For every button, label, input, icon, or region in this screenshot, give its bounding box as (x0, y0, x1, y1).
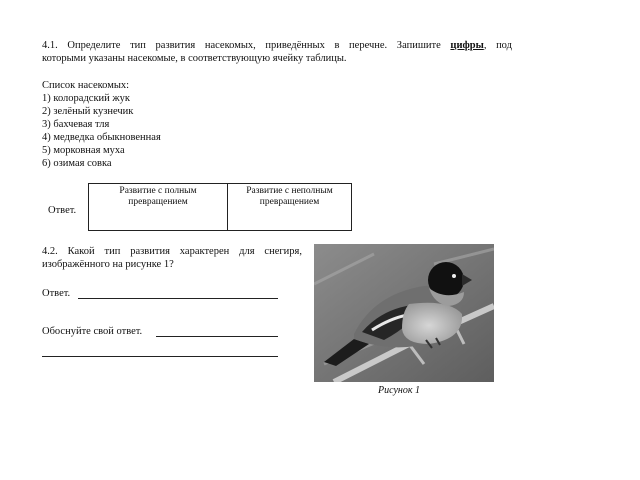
insect-item: 2) зелёный кузнечик (42, 106, 134, 117)
col-complete-metamorphosis[interactable] (89, 184, 228, 231)
insect-list-heading: Список насекомых: (42, 80, 130, 91)
answer-table (88, 183, 352, 231)
bullfinch-photo (314, 244, 494, 382)
q42-justify-line1[interactable] (156, 336, 278, 337)
q42-text-line2: изображённого на рисунке 1? (42, 259, 174, 270)
answer-label: Ответ. (48, 205, 77, 216)
insect-item: 1) колорадский жук (42, 93, 131, 104)
q42-justify-label: Обоснуйте свой ответ. (42, 326, 143, 337)
insect-item: 5) морковная муха (42, 145, 125, 156)
q42-text-line1: 4.2. Какой тип развития характерен для снегиря, (42, 246, 302, 257)
col2-header: Развитие с неполным превращением (246, 186, 333, 207)
insect-item: 6) озимая совка (42, 158, 112, 169)
col1-header: Развитие с полным превращением (119, 186, 197, 207)
q42-answer-line[interactable] (78, 298, 278, 299)
q42-justify-line2[interactable] (42, 356, 278, 357)
q41-emphasis-digits: цифры (450, 40, 484, 51)
figure-caption: Рисунок 1 (378, 385, 421, 396)
insect-item: 3) бахчевая тля (42, 119, 110, 130)
q42-answer-label: Ответ. (42, 288, 71, 299)
bullfinch-illustration (314, 244, 494, 382)
q41-text-line2: которыми указаны насекомые, в соответствующую ячейку таблицы. (42, 53, 347, 64)
col-incomplete-metamorphosis[interactable] (228, 184, 352, 231)
insect-item: 4) медведка обыкновенная (42, 132, 161, 143)
q41-text-line1 (42, 40, 512, 52)
q41-text-start: 4.1. Определите тип развития насекомых, приведённых в перечне. Запишите (42, 40, 451, 51)
q41-text-end: , под (483, 40, 512, 51)
